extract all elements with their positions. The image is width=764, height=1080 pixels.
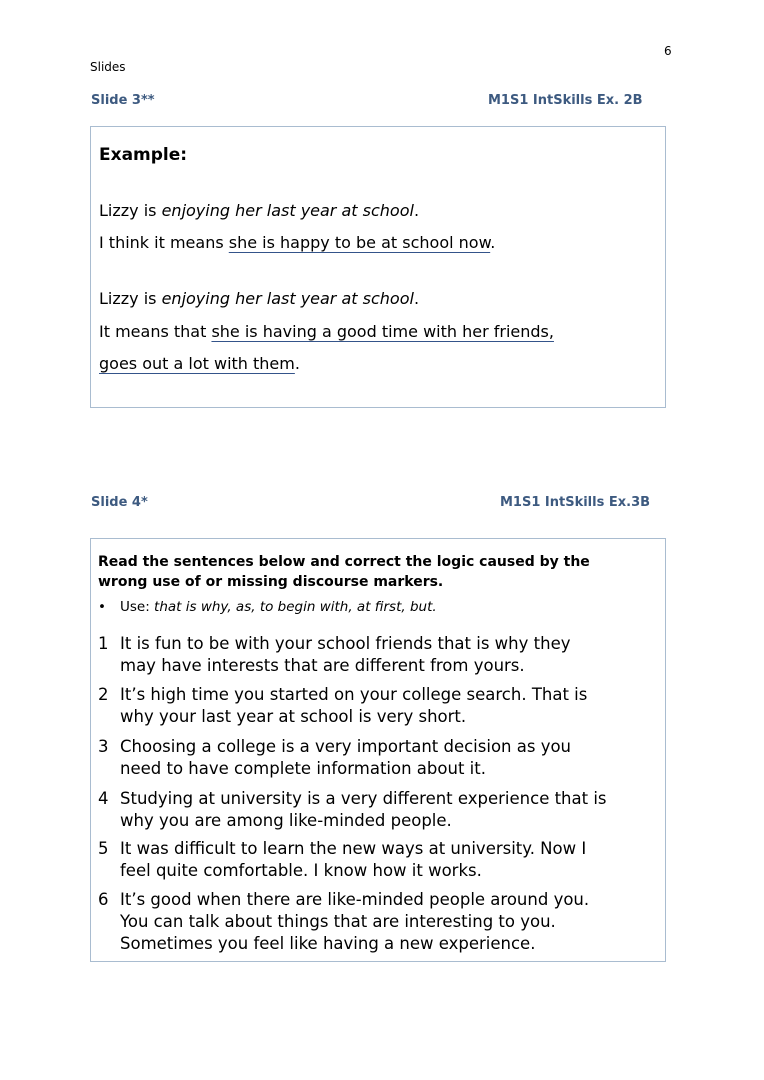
item-line: You can talk about things that are interesting to you. [120,912,556,931]
item-line: why your last year at school is very short. [120,707,467,726]
example1-meaning [99,233,495,252]
page-header: Slides [90,60,126,74]
example1-meaning-underlined: she is happy to be at school now [228,233,491,252]
page-number: 6 [664,44,672,58]
item-line: need to have complete information about it. [120,759,486,778]
item-line: why you are among like-minded people. [120,811,452,830]
item-line: feel quite comfortable. I know how it works. [120,861,482,880]
instruction-line-2: wrong use of or missing discourse markers. [98,574,444,590]
use-label: Use: [119,599,155,615]
item-line: Sometimes you feel like having a new experience. [120,934,536,953]
list-item [98,684,587,728]
slide4-title: Slide 4* [91,495,148,510]
list-item [98,788,607,832]
bullet-icon: • [98,599,106,615]
list-item [98,889,589,955]
item-line: may have interests that are different from yours. [120,656,525,675]
example2-sentence-start: Lizzy is [99,289,162,308]
list-item [98,633,570,677]
item-line: It’s good when there are like-minded people around you. [120,890,590,909]
slide3-title: Slide 3** [91,93,155,108]
item-number: 3 [98,737,109,756]
list-item [98,838,586,882]
slide4-code: M1S1 IntSkills Ex.3B [500,495,651,510]
use-words: that is why, as, to begin with, at first, but. [154,599,437,615]
example1-meaning-start: I think it means [99,233,229,252]
item-number: 6 [98,890,109,909]
item-line: It was difficult to learn the new ways at university. Now I [120,839,587,858]
use-hint [98,599,437,615]
example1-meaning-end: . [490,233,496,252]
item-number: 4 [98,789,109,808]
example1-sentence-italic: enjoying her last year at school [161,201,414,220]
example2-meaning-underlined: she is having a good time with her friends, [211,322,554,341]
example2-meaning-start: It means that [99,322,212,341]
example-label: Example: [99,145,188,165]
slide3-code: M1S1 IntSkills Ex. 2B [488,93,643,108]
example1-sentence-start: Lizzy is [99,201,162,220]
item-line: Studying at university is a very different experience that is [120,789,607,808]
item-line: It is fun to be with your school friends that is why they [120,634,571,653]
example1-sentence-end: . [413,201,420,220]
item-number: 1 [98,634,109,653]
item-number: 2 [98,685,109,704]
slide3-box [90,126,666,408]
example2-meaning [99,322,554,341]
example2-meaning-continued-underlined: goes out a lot with them [99,354,295,373]
item-line: Choosing a college is a very important decision as you [120,737,572,756]
item-number: 5 [98,839,109,858]
example2-meaning-continued [99,354,300,373]
example2-meaning-continued-end: . [294,354,300,373]
example2-sentence [99,289,419,308]
example1-sentence [99,201,419,220]
slide4-box [90,538,666,962]
list-item [98,736,571,780]
item-line: It’s high time you started on your college search. That is [120,685,588,704]
example2-sentence-italic: enjoying her last year at school [161,289,414,308]
example2-sentence-end: . [413,289,420,308]
instruction-line-1: Read the sentences below and correct the logic caused by the [98,554,590,570]
